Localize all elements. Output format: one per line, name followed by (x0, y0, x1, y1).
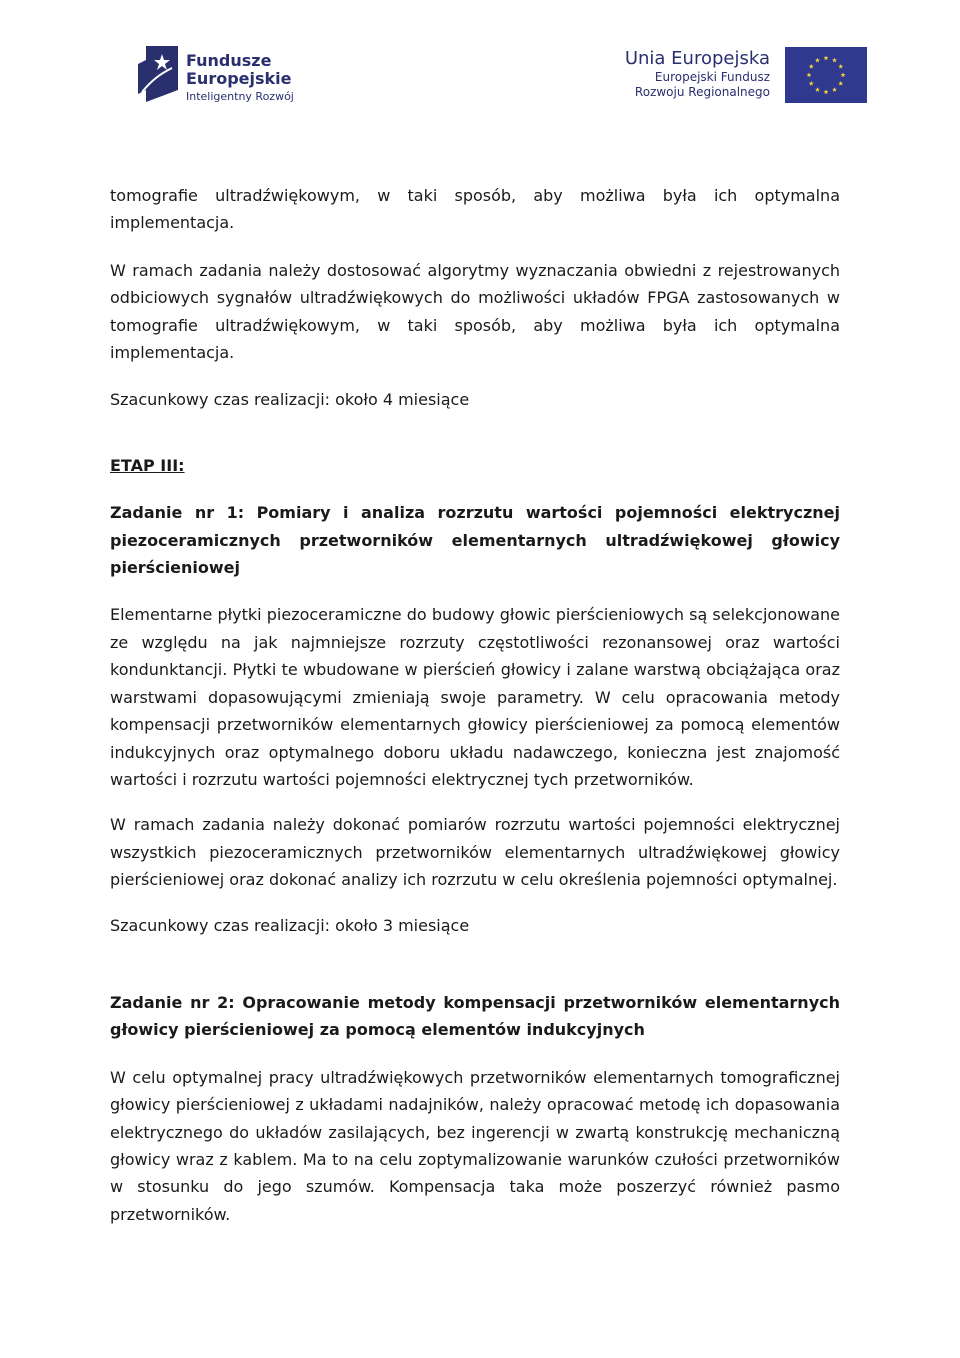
fe-name-line2: Europejskie (186, 69, 292, 88)
paragraph-5: W celu optymalnej pracy ultradźwiękowych przetworników elementarnych tomograficznej głowicy pierścieniowej z układami nadajników, należy opracować metodę ich dopasowania elektrycznego do układów zasilających, bez ingerencji w zwartą konstrukcję mechaniczną głowicy wraz z kablem. Ma to na celu zoptymalizowanie warunków czułości przetworników w stosunku do jego szumów. Kompensacja taka może poszerzyć również pasmo przetworników. (110, 1067, 840, 1224)
section-heading-etap-iii: ETAP III: (110, 455, 185, 475)
ue-name: Unia Europejska (624, 48, 770, 69)
unia-europejska-text (625, 48, 770, 100)
ue-fund-line2: Rozwoju Regionalnego (634, 85, 770, 99)
document-body (110, 182, 840, 1228)
task-2-title: Zadanie nr 2: Opracowanie metody kompensacji przetworników elementarnych głowicy pierścieniowej za pomocą elementów indukcyjnych (110, 992, 840, 1040)
task-1-title: Zadanie nr 1: Pomiary i analiza rozrzutu wartości pojemności elektrycznej piezoceramicznych przetworników elementarnych ultradźwiękowej głowicy pierścieniowej (110, 503, 840, 578)
fe-program-name: Inteligentny Rozwój (186, 90, 294, 103)
page-header (0, 0, 960, 140)
time-estimate-2: Szacunkowy czas realizacji: około 3 miesiące (110, 915, 470, 935)
fundusze-europejskie-text (186, 52, 294, 104)
eu-flag-icon (785, 47, 867, 103)
fundusze-europejskie-logo-icon (138, 46, 178, 102)
ue-fund-line1: Europejski Fundusz (654, 70, 770, 84)
paragraph-1: tomografie ultradźwiękowym, w taki sposób, aby możliwa była ich optymalna implementacja. (110, 186, 840, 233)
time-estimate-1: Szacunkowy czas realizacji: około 4 miesiące (110, 390, 470, 410)
paragraph-2: W ramach zadania należy dostosować algorytmy wyznaczania obwiedni z rejestrowanych odbiciowych sygnałów ultradźwiękowych do możliwości układów FPGA zastosowanych w tomografie ultradźwiękowym, w taki sposób, aby możliwa była ich optymalna implementacja. (110, 260, 840, 363)
paragraph-3: Elementarne płytki piezoceramiczne do budowy głowic pierścieniowych są selekcjonowane ze względu na jak najmniejsze rozrzuty częstotliwości rezonansowej oraz wartości kondunktancji. Płytki te wbudowane w pierścień głowicy i zalane warstwą obciążająca oraz warstwami dopasowującymi zmieniają swoje parametry. W celu opracowania metody kompensacji przetworników elementarnych głowicy pierścieniowej za pomocą elementów indukcyjnych oraz optymalnego doboru układu nadawczego, konieczna jest znajomość wartości i rozrzutu wartości pojemności elektrycznej tych przetworników. (110, 605, 840, 789)
fe-name-line1: Fundusze (186, 51, 272, 70)
paragraph-4: W ramach zadania należy dokonać pomiarów rozrzutu wartości pojemności elektrycznej wszystkich piezoceramicznych przetworników elementarnych ultradźwiękowej głowicy pierścieniowej oraz dokonać analizy ich rozrzutu w celu określenia pojemności optymalnej. (110, 815, 840, 890)
